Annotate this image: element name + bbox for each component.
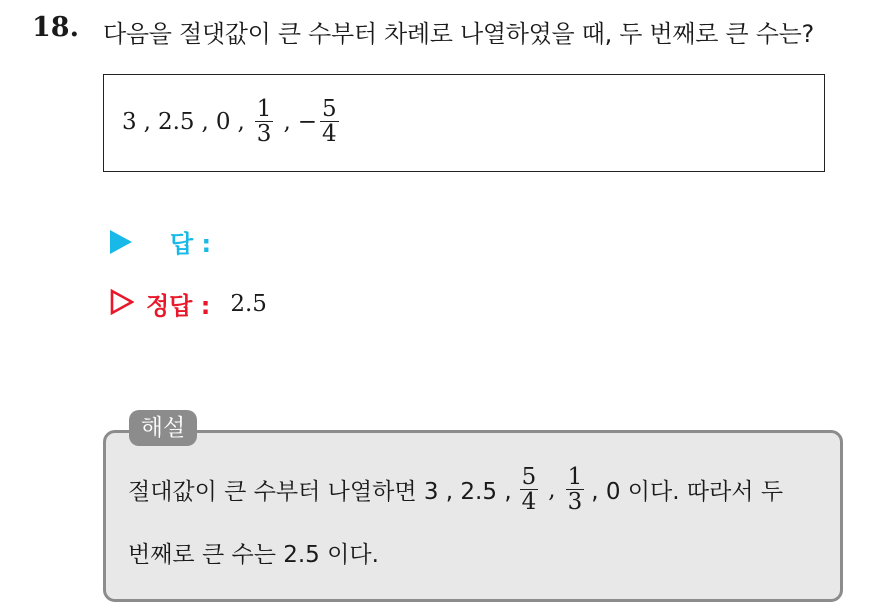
explanation-line-2: 번째로 큰 수는 2.5 이다. [128, 542, 379, 568]
correct-answer-label: 정답 : [146, 292, 211, 320]
fraction-numerator: 1 [256, 96, 272, 122]
explanation-fraction-five-fourths [520, 465, 539, 514]
fraction-denominator: 3 [567, 489, 583, 516]
given-values [122, 97, 342, 146]
explanation-box [103, 430, 843, 602]
filled-triangle-icon [110, 230, 132, 254]
given-separator: , [201, 108, 209, 135]
given-fraction-one-third [255, 97, 274, 146]
explanation-fraction-one-third [566, 465, 585, 514]
given-separator: , [143, 108, 151, 135]
given-fraction-five-fourths [320, 97, 339, 146]
outline-triangle-icon [110, 289, 134, 319]
explanation-text-suffix: , 0 이다. 따라서 두 [591, 479, 784, 506]
explanation-text-prefix: 절대값이 큰 수부터 나열하면 3 , 2.5 , [128, 479, 512, 506]
explanation-tab: 해설 [129, 410, 197, 446]
minus-sign: − [297, 108, 318, 135]
given-box [103, 74, 825, 172]
question-text: 다음을 절댓값이 큰 수부터 차례로 나열하였을 때, 두 번째로 큰 수는? [103, 20, 814, 48]
answer-row [110, 224, 211, 259]
explanation-separator: , [548, 476, 556, 503]
explanation-line-1 [128, 465, 783, 514]
fraction-numerator: 5 [322, 96, 337, 122]
given-separator: , [283, 108, 291, 135]
fraction-numerator: 5 [521, 464, 537, 490]
given-separator: , [237, 108, 245, 135]
fraction-denominator: 4 [322, 121, 337, 148]
given-item-3: 0 [215, 108, 231, 135]
answer-label: 답 : [170, 230, 212, 258]
given-item-2: 2.5 [157, 108, 195, 135]
fraction-denominator: 3 [256, 121, 272, 148]
fraction-numerator: 1 [567, 464, 583, 490]
given-item-1: 3 [122, 108, 137, 135]
question-number: 18. [32, 12, 79, 43]
correct-answer-row [110, 286, 267, 321]
fraction-denominator: 4 [521, 489, 537, 516]
correct-answer-value: 2.5 [230, 290, 267, 317]
